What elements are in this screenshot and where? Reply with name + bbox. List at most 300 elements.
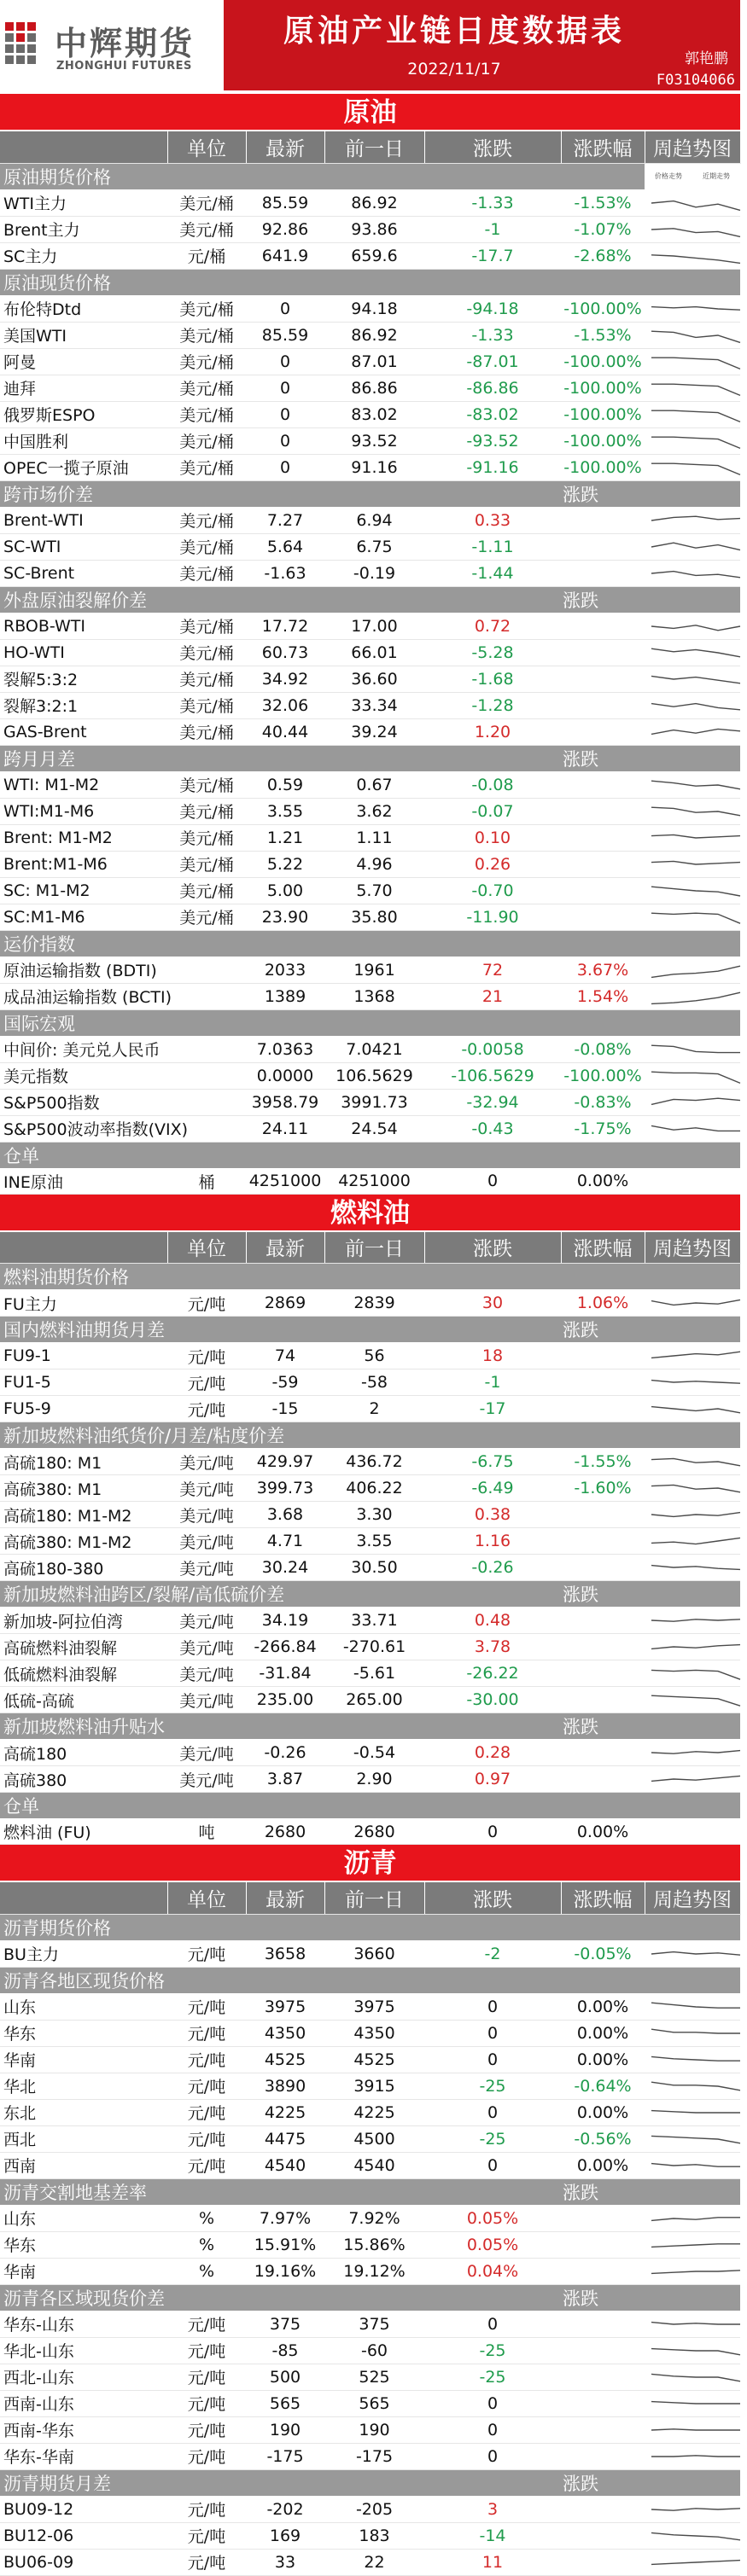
- row-change: 1.20: [424, 718, 561, 745]
- sparkline-header-price: 价格走势: [655, 172, 682, 180]
- row-change-pct: [561, 2205, 645, 2231]
- row-previous: 436.72: [324, 1449, 424, 1475]
- column-header: 涨跌: [424, 1882, 561, 1914]
- row-change: 0: [424, 2099, 561, 2125]
- table-row: [0, 454, 740, 480]
- row-trend: [645, 1396, 740, 1422]
- trend-sparkline: [645, 1608, 747, 1633]
- row-name: 新加坡-阿拉伯湾: [0, 1608, 167, 1634]
- row-previous: 35.80: [324, 904, 424, 930]
- trend-line: [651, 2243, 740, 2247]
- row-previous: 22: [324, 2549, 424, 2575]
- row-trend: [645, 1475, 740, 1502]
- row-name: BU主力: [0, 1940, 167, 1967]
- row-latest: 399.73: [246, 1475, 324, 1502]
- row-previous: 106.5629: [324, 1062, 424, 1089]
- row-unit: 美元/桶: [167, 560, 246, 586]
- row-previous: 56: [324, 1343, 424, 1369]
- subsection-header: [0, 2178, 740, 2205]
- row-latest: 5.00: [246, 877, 324, 904]
- table-row: [0, 1343, 740, 1369]
- row-change: 21: [424, 983, 561, 1009]
- row-previous: 7.0421: [324, 1036, 424, 1062]
- subsection-title: 沥青各地区现货价格: [0, 1967, 645, 1993]
- trend-sparkline: [645, 772, 747, 798]
- row-trend: [645, 957, 740, 983]
- trend-sparkline: [645, 2021, 747, 2046]
- column-header: 涨跌: [424, 131, 561, 163]
- trend-line: [651, 2270, 740, 2273]
- table-row: [0, 1608, 740, 1634]
- subsection-spacer: [645, 930, 740, 957]
- row-trend: [645, 1062, 740, 1089]
- row-unit: 美元/桶: [167, 507, 246, 533]
- row-unit: 美元/桶: [167, 454, 246, 480]
- trend-sparkline: [645, 1687, 747, 1712]
- row-unit: 元/吨: [167, 1940, 246, 1967]
- row-previous: 190: [324, 2416, 424, 2443]
- row-name: SC: M1-M2: [0, 877, 167, 904]
- trend-line: [651, 2348, 740, 2354]
- row-latest: 0: [246, 401, 324, 427]
- row-change: -1.11: [424, 533, 561, 560]
- row-latest: 60.73: [246, 639, 324, 666]
- row-change-pct: [561, 824, 645, 851]
- table-row: [0, 295, 740, 322]
- row-previous: 3915: [324, 2073, 424, 2099]
- row-name: 中间价: 美元兑人民币: [0, 1036, 167, 1062]
- row-change: 0.05%: [424, 2205, 561, 2231]
- row-change: 3.78: [424, 1634, 561, 1660]
- row-name: RBOB-WTI: [0, 613, 167, 639]
- subsection-title: 国际宏观: [0, 1009, 645, 1036]
- row-previous: 4540: [324, 2152, 424, 2178]
- row-latest: 0: [246, 427, 324, 454]
- subsection-header: [0, 745, 740, 771]
- table-row: [0, 613, 740, 639]
- trend-sparkline: [645, 2417, 747, 2443]
- table-row: [0, 560, 740, 586]
- row-previous: 183: [324, 2522, 424, 2549]
- row-trend: [645, 348, 740, 375]
- row-trend: [645, 1660, 740, 1687]
- row-unit: [167, 957, 246, 983]
- trend-sparkline: [645, 2444, 747, 2469]
- trend-line: [651, 543, 740, 550]
- row-change-pct: [561, 1528, 645, 1555]
- row-trend: [645, 216, 740, 242]
- row-unit: 美元/桶: [167, 533, 246, 560]
- trend-line: [651, 1300, 740, 1305]
- trend-line: [651, 2110, 740, 2112]
- subsection-spacer: [645, 1264, 740, 1290]
- row-name: SC-Brent: [0, 560, 167, 586]
- row-change-pct: [561, 2549, 645, 2575]
- trend-sparkline: [645, 1740, 747, 1765]
- row-change: -0.26: [424, 1555, 561, 1581]
- row-previous: 3660: [324, 1940, 424, 1967]
- table-row: [0, 1687, 740, 1713]
- subsection-title: 跨市场价差: [0, 480, 324, 507]
- table-row: [0, 771, 740, 798]
- trend-sparkline: [645, 296, 747, 322]
- row-name: BU09-12: [0, 2496, 167, 2522]
- table-row: [0, 1036, 740, 1062]
- report-sections: [0, 94, 740, 2576]
- column-header: 前一日: [324, 131, 424, 163]
- trend-line: [651, 1951, 740, 1955]
- subsection-change-label: 涨跌: [561, 2284, 645, 2311]
- row-change-pct: -1.07%: [561, 216, 645, 242]
- table-row: [0, 2258, 740, 2284]
- row-latest: 4350: [246, 2020, 324, 2046]
- row-change: -0.70: [424, 877, 561, 904]
- trend-sparkline: [645, 2153, 747, 2178]
- row-previous: 5.70: [324, 877, 424, 904]
- table-row: [0, 2125, 740, 2152]
- row-unit: 美元/桶: [167, 216, 246, 242]
- column-header: 单位: [167, 1882, 246, 1914]
- row-name: 华东: [0, 2020, 167, 2046]
- row-trend: [645, 2099, 740, 2125]
- row-previous: -175: [324, 2443, 424, 2469]
- row-previous: 86.92: [324, 322, 424, 348]
- row-unit: 美元/吨: [167, 1687, 246, 1713]
- subsection-header: [0, 1264, 740, 1290]
- trend-line: [651, 834, 740, 838]
- trend-sparkline: [645, 508, 747, 533]
- row-trend: [645, 613, 740, 639]
- row-name: Brent-WTI: [0, 507, 167, 533]
- column-header: 最新: [246, 131, 324, 163]
- row-change-pct: [561, 1608, 645, 1634]
- row-trend: [645, 771, 740, 798]
- trend-line: [651, 966, 740, 977]
- trend-line: [651, 781, 740, 789]
- column-header-row: [0, 131, 740, 163]
- trend-line: [651, 331, 740, 342]
- table-row: [0, 348, 740, 375]
- row-change-pct: [561, 613, 645, 639]
- row-unit: 元/吨: [167, 1369, 246, 1396]
- trend-line: [651, 1045, 740, 1052]
- table-row: [0, 2073, 740, 2099]
- trend-line: [651, 306, 740, 310]
- trend-line: [651, 1619, 740, 1621]
- row-change-pct: -1.55%: [561, 1449, 645, 1475]
- row-latest: 2869: [246, 1290, 324, 1317]
- subsection-header: [0, 1581, 740, 1608]
- row-unit: 美元/吨: [167, 1528, 246, 1555]
- row-change: -1: [424, 216, 561, 242]
- row-change: -93.52: [424, 427, 561, 454]
- table-row: [0, 1766, 740, 1793]
- row-previous: 3.62: [324, 798, 424, 824]
- row-trend: [645, 1290, 740, 1317]
- row-previous: 1.11: [324, 824, 424, 851]
- row-unit: 美元/桶: [167, 824, 246, 851]
- subsection-change-label: 涨跌: [561, 2178, 645, 2205]
- subsection-spacer: [324, 1713, 561, 1740]
- row-unit: 美元/吨: [167, 1740, 246, 1766]
- row-unit: 元/吨: [167, 2152, 246, 2178]
- table-row: [0, 1475, 740, 1502]
- company-logo: [0, 0, 224, 94]
- row-previous: 3.30: [324, 1502, 424, 1528]
- row-trend: [645, 2073, 740, 2099]
- table-row: [0, 2231, 740, 2258]
- row-change: -86.86: [424, 375, 561, 401]
- row-unit: 元/吨: [167, 1993, 246, 2020]
- row-latest: 92.86: [246, 216, 324, 242]
- trend-sparkline: [645, 1528, 747, 1554]
- trend-sparkline: [645, 1396, 747, 1422]
- column-header: 涨跌幅: [561, 1882, 645, 1914]
- subsection-title: 跨月月差: [0, 745, 324, 771]
- row-change-pct: -2.68%: [561, 242, 645, 269]
- trend-sparkline: [645, 2550, 747, 2575]
- row-latest: 19.16%: [246, 2258, 324, 2284]
- row-unit: 元/吨: [167, 2522, 246, 2549]
- trend-sparkline: [645, 2259, 747, 2284]
- trend-sparkline: [645, 534, 747, 560]
- row-latest: 0.0000: [246, 1062, 324, 1089]
- row-latest: 4525: [246, 2046, 324, 2073]
- row-name: 华南: [0, 2046, 167, 2073]
- row-unit: 美元/桶: [167, 401, 246, 427]
- logo-chinese-name: 中辉期货: [55, 25, 196, 62]
- row-change-pct: -100.00%: [561, 1062, 645, 1089]
- row-change: -25: [424, 2364, 561, 2390]
- row-trend: [645, 560, 740, 586]
- row-trend: [645, 2231, 740, 2258]
- row-previous: -270.61: [324, 1634, 424, 1660]
- row-latest: 0: [246, 295, 324, 322]
- row-change-pct: [561, 507, 645, 533]
- trend-sparkline: [645, 852, 747, 877]
- sparkline-header-recent: 近期走势: [703, 172, 730, 180]
- section-title: 原油: [0, 94, 740, 131]
- row-unit: 美元/吨: [167, 1502, 246, 1528]
- trend-sparkline: [645, 2232, 747, 2258]
- table-row: [0, 1634, 740, 1660]
- row-change: -11.90: [424, 904, 561, 930]
- row-unit: 元/吨: [167, 2020, 246, 2046]
- table-row: [0, 1089, 740, 1115]
- row-trend: [645, 242, 740, 269]
- data-table: [0, 131, 741, 1195]
- row-previous: 86.92: [324, 189, 424, 216]
- subsection-header: [0, 163, 740, 189]
- trend-sparkline: [645, 2497, 747, 2522]
- row-name: 西北-山东: [0, 2364, 167, 2390]
- row-latest: 0: [246, 375, 324, 401]
- row-name: 高硫180: M1-M2: [0, 1502, 167, 1528]
- row-trend: [645, 1115, 740, 1142]
- row-trend: [645, 1502, 740, 1528]
- row-previous: 36.60: [324, 666, 424, 692]
- row-trend: [645, 1687, 740, 1713]
- trend-sparkline: [645, 1369, 747, 1395]
- subsection-change-label: 涨跌: [561, 480, 645, 507]
- trend-sparkline: [645, 1449, 747, 1474]
- row-latest: -31.84: [246, 1660, 324, 1687]
- table-row: [0, 1660, 740, 1687]
- subsection-spacer: [645, 1009, 740, 1036]
- row-latest: 3890: [246, 2073, 324, 2099]
- row-unit: 美元/桶: [167, 877, 246, 904]
- table-row: [0, 2496, 740, 2522]
- row-change-pct: [561, 1369, 645, 1396]
- table-row: [0, 2020, 740, 2046]
- trend-sparkline: [645, 1343, 747, 1369]
- row-trend: [645, 1449, 740, 1475]
- table-row: [0, 877, 740, 904]
- trend-line: [651, 1485, 740, 1492]
- row-change: 0.33: [424, 507, 561, 533]
- column-header: 前一日: [324, 1232, 424, 1264]
- row-trend: [645, 2020, 740, 2046]
- row-latest: 3.87: [246, 1766, 324, 1793]
- trend-line: [651, 254, 740, 263]
- row-previous: -0.54: [324, 1740, 424, 1766]
- table-row: [0, 2364, 740, 2390]
- row-change-pct: 1.54%: [561, 983, 645, 1009]
- subsection-title: 原油现货价格: [0, 269, 645, 295]
- row-name: 低硫燃料油裂解: [0, 1660, 167, 1687]
- trend-line: [651, 676, 740, 683]
- row-previous: 83.02: [324, 401, 424, 427]
- row-latest: -85: [246, 2337, 324, 2364]
- row-previous: 565: [324, 2390, 424, 2416]
- row-unit: [167, 1062, 246, 1089]
- trend-sparkline: [645, 455, 747, 480]
- table-row: [0, 2416, 740, 2443]
- row-change: 0: [424, 1168, 561, 1194]
- table-row: [0, 692, 740, 718]
- subsection-title: 仓单: [0, 1793, 645, 1819]
- subsection-change-label: 涨跌: [561, 2469, 645, 2496]
- row-latest: 4.71: [246, 1528, 324, 1555]
- trend-line: [651, 703, 740, 709]
- trend-line: [651, 1352, 740, 1358]
- row-latest: 3.68: [246, 1502, 324, 1528]
- data-table: [0, 1882, 741, 2576]
- row-latest: 4251000: [246, 1168, 324, 1194]
- row-previous: 15.86%: [324, 2231, 424, 2258]
- row-trend: [645, 2152, 740, 2178]
- row-latest: 34.19: [246, 1608, 324, 1634]
- row-name: 裂解3:2:1: [0, 692, 167, 718]
- row-previous: 17.00: [324, 613, 424, 639]
- trend-sparkline: [645, 190, 747, 216]
- trend-line: [651, 463, 740, 474]
- subsection-header: [0, 1713, 740, 1740]
- row-trend: [645, 1528, 740, 1555]
- row-change-pct: [561, 2416, 645, 2443]
- trend-line: [651, 2560, 740, 2564]
- trend-line: [651, 2508, 740, 2509]
- row-unit: 元/吨: [167, 2073, 246, 2099]
- row-trend: [645, 401, 740, 427]
- row-change: 0.48: [424, 1608, 561, 1634]
- row-previous: 2680: [324, 1819, 424, 1845]
- table-row: [0, 718, 740, 745]
- row-unit: 美元/桶: [167, 613, 246, 639]
- row-latest: 85.59: [246, 322, 324, 348]
- subsection-spacer: [324, 1317, 561, 1343]
- row-name: HO-WTI: [0, 639, 167, 666]
- row-name: 山东: [0, 2205, 167, 2231]
- table-row: [0, 639, 740, 666]
- row-change: 0: [424, 2311, 561, 2337]
- row-unit: 美元/吨: [167, 1475, 246, 1502]
- row-change-pct: 0.00%: [561, 2099, 645, 2125]
- row-name: INE原油: [0, 1168, 167, 1194]
- trend-sparkline: [645, 1941, 747, 1967]
- trend-line: [651, 1751, 740, 1754]
- trend-line: [651, 2532, 740, 2539]
- row-change: 0: [424, 2443, 561, 2469]
- row-trend: [645, 2549, 740, 2575]
- row-change-pct: [561, 1396, 645, 1422]
- row-unit: 元/吨: [167, 2364, 246, 2390]
- trend-line: [651, 2455, 740, 2456]
- row-previous: 33.71: [324, 1608, 424, 1634]
- row-name: 美国WTI: [0, 322, 167, 348]
- row-change: 0.10: [424, 824, 561, 851]
- trend-sparkline: [645, 1290, 747, 1316]
- row-unit: 元/吨: [167, 2046, 246, 2073]
- subsection-header: [0, 2284, 740, 2311]
- row-latest: 74: [246, 1343, 324, 1369]
- row-change-pct: [561, 1343, 645, 1369]
- trend-sparkline: [645, 2391, 747, 2416]
- row-previous: 7.92%: [324, 2205, 424, 2231]
- row-change: -26.22: [424, 1660, 561, 1687]
- row-change-pct: 0.00%: [561, 2152, 645, 2178]
- row-name: 山东: [0, 1993, 167, 2020]
- trend-sparkline: [645, 1766, 747, 1792]
- row-previous: 2: [324, 1396, 424, 1422]
- row-name: FU主力: [0, 1290, 167, 1317]
- trend-sparkline: [645, 217, 747, 242]
- subsection-change-label: 涨跌: [561, 1317, 645, 1343]
- row-trend: [645, 322, 740, 348]
- trend-line: [651, 887, 740, 896]
- row-change: -5.28: [424, 639, 561, 666]
- row-latest: 2033: [246, 957, 324, 983]
- trend-line: [651, 807, 740, 816]
- table-row: [0, 1528, 740, 1555]
- trend-sparkline: [645, 402, 747, 427]
- column-header: 前一日: [324, 1882, 424, 1914]
- row-unit: 元/吨: [167, 2125, 246, 2152]
- zhonghui-logo-icon: [5, 22, 48, 70]
- trend-sparkline: [645, 825, 747, 851]
- table-row: [0, 216, 740, 242]
- row-previous: 4251000: [324, 1168, 424, 1194]
- table-row: [0, 1740, 740, 1766]
- subsection-spacer: [645, 586, 740, 613]
- subsection-spacer: [645, 163, 740, 189]
- row-latest: 15.91%: [246, 2231, 324, 2258]
- table-row: [0, 507, 740, 533]
- row-latest: 34.92: [246, 666, 324, 692]
- subsection-title: 仓单: [0, 1142, 645, 1168]
- row-previous: 93.86: [324, 216, 424, 242]
- row-unit: 美元/桶: [167, 692, 246, 718]
